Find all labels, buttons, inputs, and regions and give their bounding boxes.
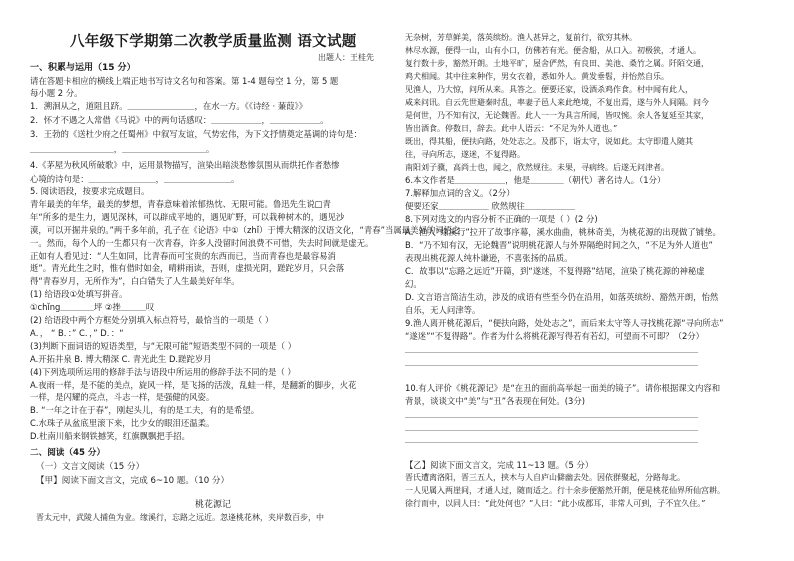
passage-b-line: 一人见属入两崖间，才通人过，随而适之。行十余步便豁然开朗，便是桃花仙界所仙宫耕。 bbox=[405, 486, 725, 496]
question-line: ＿＿＿＿＿＿＿＿＿＿＿＿＿＿＿＿＿＿＿＿＿＿＿＿＿＿＿＿＿＿＿＿＿＿＿ bbox=[405, 343, 699, 354]
question-line: B．“乃不知有汉，无论魏晋”说明桃花源人与外界隔绝时间之久，“不足为外人道也” bbox=[405, 240, 713, 251]
question-line: 10.有人评价《桃花源记》是“在丑的面前高举起一面美的镜子”。请你根据课文内容和 bbox=[405, 382, 721, 393]
question-line: 便要还家＿＿＿＿＿＿ 欣然规往＿＿＿＿＿＿ bbox=[405, 201, 576, 212]
passage-title: 桃花源记 bbox=[195, 500, 232, 510]
question-line: 6.本文作者是＿＿＿＿＿＿，他是＿＿＿＿（朝代）著名诗人。（1分） bbox=[405, 175, 666, 186]
question-line: 逝”。青光此生之时，惟有借时如金，晴耕雨读，吾则，虚损光阴，蹉跎岁月，只会落 bbox=[30, 263, 345, 274]
passage-line: 南阳刘子骥，高尚士也，闻之，欣然规往。未果，寻病终。后遂无问津者。 bbox=[405, 162, 669, 172]
question-line: 自乐，无人问津等。 bbox=[405, 304, 481, 315]
passage-line: 既出，得其船，便扶向路，处处志之。及郡下，诣太守，说如此。太守即遣人随其 bbox=[405, 136, 693, 146]
question-line: A.夜雨一样，是不能的美点，旋风一样，是飞扬的活泼，乱蛙一样，是翻新的脚步，火花 bbox=[30, 379, 357, 390]
question-line: A.开拓井泉 B. 博大精深 C. 青光此生 D.蹉跎岁月 bbox=[30, 353, 212, 364]
question-line: 8.下列对选文的内容分析不正确的一项是（ ）(2 分) bbox=[405, 214, 598, 225]
question-line: ①chǐng＿＿＿＿坪 ②挫＿＿＿叹 bbox=[30, 302, 155, 313]
question-line: “遂迷”“不复得路”。作者为什么将桃花源写得若有若幻，可望而不可即？（2分） bbox=[405, 330, 705, 341]
question-line: (1) 给语段①处填写拼音。 bbox=[30, 289, 128, 300]
question-line: ＿＿＿＿＿＿＿＿＿＿＿＿＿＿＿＿＿＿＿＿＿＿＿＿＿＿＿＿＿＿＿＿＿＿＿ bbox=[405, 408, 699, 419]
passage-line: 往，寻向所志，遂迷，不复得路。 bbox=[405, 149, 525, 159]
question-line: C.水珠子从盆底里滚下来，比少女的眼泪还温柔。 bbox=[30, 418, 215, 429]
passage-line: 林尽水源，便得一山，山有小口，仿佛若有光。便舍船，从口入。初极狭，才通人。 bbox=[405, 45, 701, 55]
question-line: (3)判断下面词语的短语类型，与“无限可能”短语类型不同的一项是（ ） bbox=[30, 340, 297, 351]
passage-line: 鸡犬相闻。其中往来种作，男女衣着，悉如外人。黄发垂髫，并怡然自乐。 bbox=[405, 71, 669, 81]
question-line: ＿＿＿＿＿＿＿＿＿＿＿＿＿＿＿＿＿＿＿＿＿＿＿＿＿＿＿＿＿＿＿＿＿＿＿ bbox=[405, 356, 699, 367]
passage-line: 是何世，乃不知有汉，无论魏晋。此人一一为具言所闻，皆叹惋。余人各复延至其家， bbox=[405, 110, 709, 120]
question-line: 请在答题卡相应的横线上端正地书写诗文名句和答案。第 1-4 题每空 1 分，第 5 题 bbox=[30, 76, 339, 86]
passage-b-line: 徐行而中，以同人曰：“此处何也？”人曰：“此小成郡耳，非常人可到，子不宜久住。” bbox=[405, 499, 706, 509]
author-line: 出题人：王桂先 bbox=[318, 53, 374, 62]
question-line: 一样，是闪耀的亮点，斗志一样，是强健的风姿。 bbox=[30, 392, 215, 403]
question-line: 正如有人看见过：“人生如同，比青春而可宝贵的东西而已，当而青春也是最容易消 bbox=[30, 250, 336, 261]
passage-line: 晋太元中，武陵人捕鱼为业。缘溪行，忘路之远近。忽逢桃花林，夹岸数百步，中 bbox=[36, 513, 324, 522]
question-line: 【乙】阅读下面文言文，完成 11~13 题。（5 分） bbox=[405, 460, 594, 471]
question-line: B. “一年之计在于春”，刚起头儿，有的是工夫，有的是希望。 bbox=[30, 405, 260, 416]
passage-line: 见渔人，乃大惊，问所从来。具答之。便要还家，设酒杀鸡作食。村中闻有此人， bbox=[405, 84, 693, 94]
question-line: D.杜南川船来钢铁撼笑，红旗飘飘把手招。 bbox=[30, 431, 190, 442]
question-line: 一。然而，每个人的一生都只有一次青春，许多人没留时间浪费不可惜，失去时间就是虚无。 bbox=[30, 237, 374, 248]
part-a-instruction: 【甲】阅读下面文言文，完成 6~10 题。（10 分） bbox=[36, 476, 230, 486]
question-line: (2) 给语段中两个方框处分别填入标点符号，最恰当的一项是（ ） bbox=[30, 315, 274, 325]
passage-line: 无杂树，芳草鲜美，落英缤纷。渔人甚异之，复前行，欲穷其林。 bbox=[405, 33, 637, 42]
question-line: A．渔人“缘溪行”拉开了故事序幕，溪水曲曲，桃林奇美，为桃花源的出现做了铺垫。 bbox=[405, 227, 721, 238]
question-line: ＿＿＿＿＿＿＿＿＿＿＿＿＿＿＿＿＿＿＿＿＿＿＿＿＿＿＿＿＿＿＿＿＿＿＿ bbox=[405, 421, 699, 432]
question-line: 漠，可以开掘井泉的。”两千多年前，孔子在《论语》中①（zhǐ）于博大精深的汉语文化，“青春”当属最美好的词语之 bbox=[30, 224, 461, 235]
question-line: (4)下列选项所运用的修辞手法与语段中所运用的修辞手法不同的是（ ） bbox=[30, 366, 296, 377]
question-line: 1．溯洄从之，道阻且跻。＿＿＿＿＿＿＿＿，在水一方。《《诗经 · 蒹葭》》 bbox=[30, 101, 308, 111]
question-line: 背景，谈谈文中“美”与“丑”各表现在何处。(3分) bbox=[405, 395, 585, 406]
question-line: 4.《茅屋为秋风所破歌》中，运用景物描写，渲染出暗淡愁惨氛围从而烘托作者愁惨 bbox=[30, 160, 340, 170]
classical-subsection-title: （一）文言文阅读（15 分） bbox=[36, 462, 145, 472]
question-line: 7.解释加点词的含义。（2分） bbox=[405, 188, 515, 199]
section-heading: 一、积累与运用（15 分） bbox=[30, 63, 136, 73]
question-line: 3．王勃的《送杜少府之任蜀州》中叙写友谊，气势宏伟，为下文抒情奠定基调的诗句是： bbox=[30, 129, 362, 139]
question-line: 5. 阅读语段，按要求完成题目。 bbox=[30, 186, 150, 196]
exam-title: 八年级下学期第二次教学质量监测 语文试题 bbox=[70, 34, 357, 50]
question-line: 9.渔人离开桃花源后，“便扶向路，处处志之”，而后来太守等人寻找桃花源“寻向所志” bbox=[405, 317, 724, 328]
question-line: A．， “ B．：” C．，” D．：“ bbox=[30, 327, 124, 338]
question-line: C．故事以“忘路之远近”开篇，到“遂迷，不复得路”结尾，渲染了桃花源的神秘虚 bbox=[405, 266, 705, 277]
question-line: 心境的诗句是：＿＿＿＿＿＿＿＿，＿＿＿＿＿＿＿＿。 bbox=[30, 174, 240, 184]
question-line: ＿＿＿＿＿＿＿＿＿＿，＿＿＿＿＿＿＿＿＿＿。 bbox=[30, 144, 215, 154]
question-line: 表现出桃花源人纯朴谦逊，不喜张扬的品质。 bbox=[405, 253, 573, 264]
passage-line: 皆出酒食。停数日，辞去。此中人语云：“不足为外人道也。” bbox=[405, 123, 618, 133]
question-line: D. 文言语言简洁生动，涉及的成语有些至今仍在沿用，如落英缤纷、豁然开朗，怡然 bbox=[405, 292, 719, 302]
question-line: 青年最美的年华，最美的梦想，青春意味着浓郁热忱、无限可能。鲁迅先生说□青 bbox=[30, 198, 332, 209]
question-line: 每小题 2 分。 bbox=[30, 88, 83, 98]
question-line: 得“青春岁月，无所作为”，白白错失了人生最美好年华。 bbox=[30, 276, 240, 287]
question-line: 年“所多的是生力，遇见深林，可以辟成平地的，遇见旷野，可以栽种树木的，遇见沙 bbox=[30, 211, 345, 222]
question-line: 幻。 bbox=[405, 279, 422, 290]
passage-line: 咸来问讯。自云先世避秦时乱，率妻子邑人来此绝境，不复出焉，遂与外人间隔。问今 bbox=[405, 97, 709, 107]
question-line: 2．怀才不遇之人常借《马说》中的两句话感叹：＿＿＿＿＿＿，＿＿＿＿＿＿。 bbox=[30, 115, 329, 125]
reading-section-title: 二、阅读（45 分） bbox=[30, 448, 106, 458]
passage-line: 复行数十步，豁然开朗。土地平旷，屋舍俨然，有良田、美池、桑竹之属。阡陌交通， bbox=[405, 58, 709, 68]
question-line: ＿＿＿＿＿＿＿＿＿＿＿＿＿＿＿＿＿＿＿＿＿＿＿＿＿＿＿＿＿＿＿＿＿＿＿ bbox=[405, 434, 699, 445]
passage-b-line: 晋氏遭离洛阳，晋三五人，挟木与人自庐山僻幽去处。因依群聚起，分路每北。 bbox=[405, 473, 685, 483]
